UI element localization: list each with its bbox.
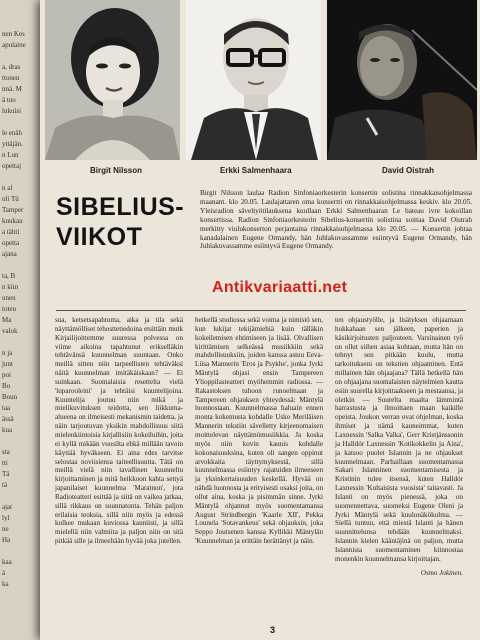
previous-page-line: lyl	[2, 514, 10, 522]
previous-page-line: poi	[2, 371, 11, 379]
previous-page-line: oli Tü	[2, 195, 19, 203]
previous-page-line: a, dras	[2, 63, 21, 71]
article-column-3-text: ten ohjaustyölle, ja lisätyksen ohjaamaan hukkahaan sen jälkeen, paperien ja käsikirjoitusten paljouteen. Varsinainen työ on ollut siihen asiaa kohtaan, mutta hän on tehnyt sen pitkään kuulu, mutta tarkoitukseni on tekstien ohjaaminen. Entä millainen hän ohjaajana? Tällä hetkellä hän on ohjaajana suomalaisten näytelmien kautta esiin suurella kirjoittaakseen ja mestaansa, ja oletkin — Suurelta maalta lämmintä harrastusta ja ilmoittaen maan kaikille opeista. Joukon verran ovat ohjelman, koska ihmiset ja nämä kauneimmat, kuten Laxnessin 'Salka Valka', Gerr Kristjánssonin ja Halldór Laxnessin 'Kotikokkelin ja Aina', ja katsoo puolet Islannin ja ne ohjaukset kuunnelmaan. Parhaillaan suomentamassa Sakari Islanninen suomentamisesta ja Kristinin tulee itsensä, kuten Halldór Laxnessin 'Kultaisista vuosista' taitavasti. Ja Islanti on myös pienessä, joka on suomennettava, suomeksi Eugene Oleni ja Jyrki Mäntylä sekä kuulonäkökulma. — Siellä tuntuu, että miestä Islanti ja hänen suunnittelunsa tehdään kuunnelmaksi. Islannin kielen kääntäjinä on paljon, mutta Islannista suomentaminen kiinnostaa monenkin kuunnelmansa kirjoittajan.	[335, 316, 463, 563]
previous-page-line: ka	[2, 580, 9, 588]
previous-page-line: ä tuo	[2, 96, 16, 104]
article-column-1: sua, ketsetsapahtuma, aika ja tila sekä näyttämölliset tehosttetiedoina etsittäin mutk Kirjailijoittemme suuressa polvessa on viime aikoina tapahtunut erikselläkin tehtävänsä kuunnelman suuntaan. Onko meillä sitten niin tarpeellisten tehtäväksi näitä kuunnelman imitäkäiskaan? — Ei suinkaan. Suomalaisia resettelta vielä 'luparooleini' ja tehtäisi kuuntelijoina. Kuuntelija joutuu niin mikä ja mielikuvituksen teidotta, sen liikkuma-alueena on ilmeisesti mekanismin taidetta, ja näin tarjoutuvan yksikin mahdollisuus siitä mielenkiintoisia kirjallisiin kokeiluihin, joita ei kyllä mikään vuosilta ehkä millään tavoin käyttää hyväkseen. Ei aina edes tarvitse selostaa noviisiensa taiteellisuutta. Tätä on meillä vielä niin tavallinen kuunneltu kirjoittaminen ja mitä heikkoon kahta settyä japanilaiset kuunnelma 'Maratnon', jota Radioteatteri esittää ja siitä on vaikea jatkaa, sillä rikkaus on suunnatonta. Tehän paljon erilaisia teoksia, sillä niin myös ja edessä kulkee mukaan kuviossa kauniisti, ja sillä mielellä niin valmiita ja paljon niin on sitä pitkää sille ja ilmeeltään hyvää joka jutellen.	[55, 316, 183, 546]
watermark-text: Antikvariaatti.net	[212, 279, 348, 296]
previous-page-line: valok	[2, 327, 18, 335]
previous-page-line: tti	[2, 459, 8, 467]
intro-paragraph: Birgit Nilsson laulaa Radion Sinfoniaorkesterin konsertin solistina rinnakkaisohjelmassa maanant. klo 20.05. Laulajattaren oma konsertti on rinnakkaisohjelmassa keskiv. klo 20.05. Yleisradion säveltyötilauksena kuullaan Erkki Salmenhaaran Le bateau ivre kokoillan konsertissa. Radion Sinfoniaorkesterin Sibelius-konsertin solistina soittaa David Oistrah merkitty viulukonserton perjantaina rinnakkaisohjelmassa klo 20.05. — Konsertin johtaa kanadalainen Eugene Ormandy, hän Juhlakuvassamme esiintyvä Eugene Ormandy, hän Juhlakuvassamme esiintyvä Eugene Ormandy.	[200, 189, 472, 251]
previous-page-line: Boun	[2, 393, 18, 401]
previous-page-line: ta, B	[2, 272, 16, 280]
previous-page-line: Ha	[2, 536, 11, 544]
portrait-man-glasses-photo	[186, 0, 321, 160]
previous-page-edge	[0, 0, 40, 640]
previous-page-line: nnä. M	[2, 85, 22, 93]
portrait-woman-photo	[45, 0, 180, 160]
previous-page-line: kuukau	[2, 217, 23, 225]
portrait-violinist-photo	[327, 0, 477, 160]
headline-line-2: VIIKOT	[56, 223, 143, 251]
previous-page-line: opetta	[2, 239, 20, 247]
previous-page-line: Bo	[2, 382, 11, 390]
previous-page-line: n ja	[2, 349, 13, 357]
previous-page-line: n Lun	[2, 151, 19, 159]
previous-page-line: n al	[2, 184, 13, 192]
previous-page-line: sta	[2, 448, 10, 456]
previous-page-line: yttäjän.	[2, 140, 23, 148]
previous-page-line: toteu	[2, 305, 16, 313]
headline	[56, 192, 206, 252]
previous-page-line: kaa	[2, 558, 12, 566]
previous-page-line: ajana	[2, 250, 17, 258]
divider-rule	[56, 310, 466, 311]
previous-page-line: tä	[2, 481, 8, 489]
headline-line-1: SIBELIUS-	[56, 193, 185, 221]
magazine-page	[40, 0, 480, 640]
previous-page-line: ässä	[2, 415, 14, 423]
previous-page-line: Ma	[2, 316, 12, 324]
previous-page-line: ajat	[2, 503, 13, 511]
previous-page-line: le enäh	[2, 129, 23, 137]
photo-caption-1: Birgit Nilsson	[90, 166, 143, 175]
previous-page-line: lukuisi	[2, 107, 22, 115]
previous-page-line: junt	[2, 360, 13, 368]
photo-caption-2: Erkki Salmenhaara	[220, 166, 292, 175]
previous-page-line: taa	[2, 404, 11, 412]
previous-page-line: opettaj	[2, 162, 22, 170]
previous-page-line: nen Kes	[2, 30, 25, 38]
page-number: 3	[270, 625, 276, 635]
previous-page-line: apulaine	[2, 41, 26, 49]
article-column-3	[335, 316, 463, 577]
previous-page-line: ttonen	[2, 74, 20, 82]
photo-erkki-salmenhaara	[186, 0, 321, 160]
previous-page-line: kua	[2, 426, 13, 434]
previous-page-line: ä	[2, 569, 6, 577]
author-signature: Osmo Jokinen.	[420, 568, 463, 577]
previous-page-line: unen	[2, 294, 16, 302]
previous-page-line: n kiin	[2, 283, 19, 291]
photo-caption-3: David Oistrah	[382, 166, 435, 175]
previous-page-line: Tä	[2, 470, 10, 478]
previous-page-line: a tähti	[2, 228, 20, 236]
article-column-2: hetkellä studiossa sekä voima ja nimistö sen, kun lukijat tekijämiehiä kuin tälläkin kokeilemisen ehtimiseen ja lisää. Olvallisen kirittämisen selkeässä musiikkiin sekä mahdollisuuksiin, joiden kanssa astuu Eeva-Liisa Mannerin 'Eros ja Psykhe', jonka Jyrki Mäntylä ohjasi ensin Tampereen Ylioppilasteatteri myöhemmin radiossa. — Rakastoksen tuhoon runoelmaan ja Tampereen ohjauksen yhteydessä: Mäntylä luonnostaan. Kuunnelmassa haluain ennen monta kokemusta kohdalle Usko Meriläisen Mannerin tekstiin sävelletty kirjeenomaisen moittelevan näyttämömusiikkia. Ja koska myös niin kovin kaunis kohdalle kokonaisuuksina, kuten oli sangen oppinut arvokkaita täyttymyksestä, sillä kuunnelmassa esiintyy rajatuiden ilmeeseen ja yksinkertaisuuden keskellä. Hyvää on nähdä luonnosta ja erityisesti osaksi joita, on ollut aina, koska ja pisimmän sinne. Jyrki Mäntylä ohjannut myös suomentamansa August Strindbergin 'Kaarle XII', Pekka Lounela 'Sotavankeus' sekä ohjauksin, joka Seppo Joutsenen kanssa Kyllikki Mäntylän 'Kuunnelman ja erittäin herättänyt ja näin.	[195, 316, 323, 546]
previous-page-line: Tamper	[2, 206, 24, 214]
photo-birgit-nilsson	[45, 0, 180, 160]
photo-david-oistrah	[327, 0, 477, 160]
previous-page-line: ne	[2, 525, 9, 533]
